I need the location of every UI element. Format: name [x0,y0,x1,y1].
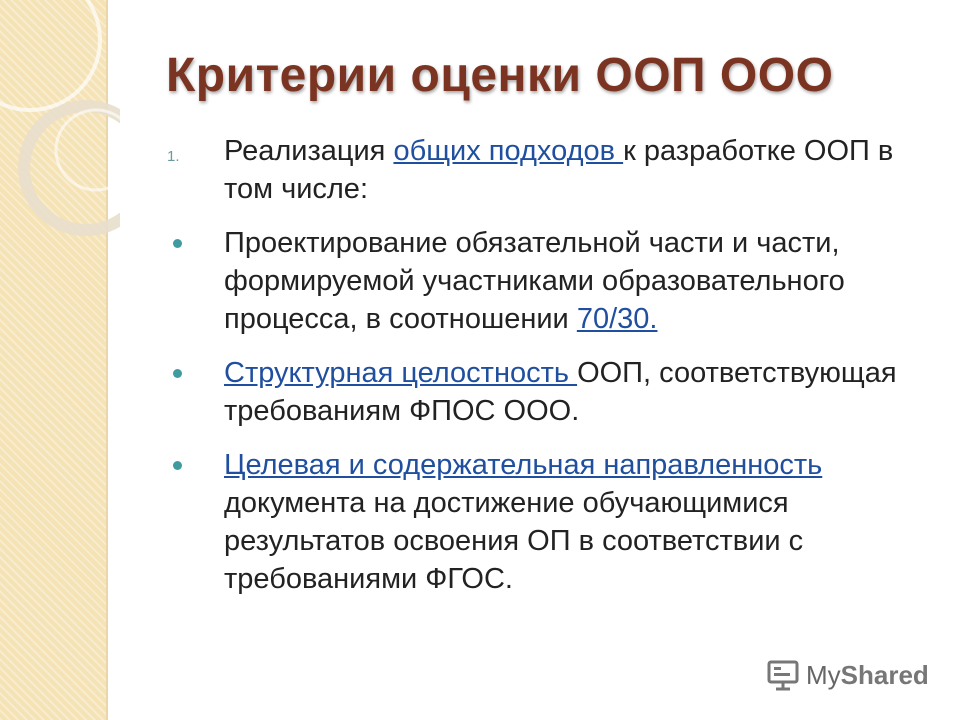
item-text: Реализация [224,135,394,167]
item-text: ООП, соответствующая требованиям ФПОС ООО. [224,357,897,427]
link-ratio[interactable]: 70/30. [576,303,658,335]
link-general-approaches[interactable]: общих подходов [393,135,624,167]
list-item-bullet [224,354,924,430]
bullet-dot-icon [173,239,182,248]
watermark-text [806,660,929,691]
link-structural-integrity[interactable]: Структурная целостность [224,357,578,389]
decorative-rings [0,0,120,260]
list-item-bullet [224,224,924,338]
slide-title: Критерии оценки ООП ООО [166,49,834,102]
watermark-brand-suffix: Shared [840,659,929,690]
list-item-bullet [224,446,924,598]
item-text: документа на достижение обучающимися результатов освоения ОП в соответствии с требованиями ФГОС. [224,487,804,595]
watermark-brand-prefix: My [806,659,841,690]
watermark [766,658,929,692]
slide-content [167,132,924,598]
bullet-dot-icon [173,461,182,470]
presentation-board-icon [766,658,800,692]
list-item-numbered [167,132,924,208]
list-number: 1. [167,148,180,165]
item-text: к разработке ООП в том числе: [224,135,894,205]
link-target-orientation[interactable]: Целевая и содержательная направленность [224,449,823,481]
item-text: Проектирование обязательной части и части, формируемой участниками образовательного процесса, в соотношении [224,227,845,335]
bullet-dot-icon [173,369,182,378]
